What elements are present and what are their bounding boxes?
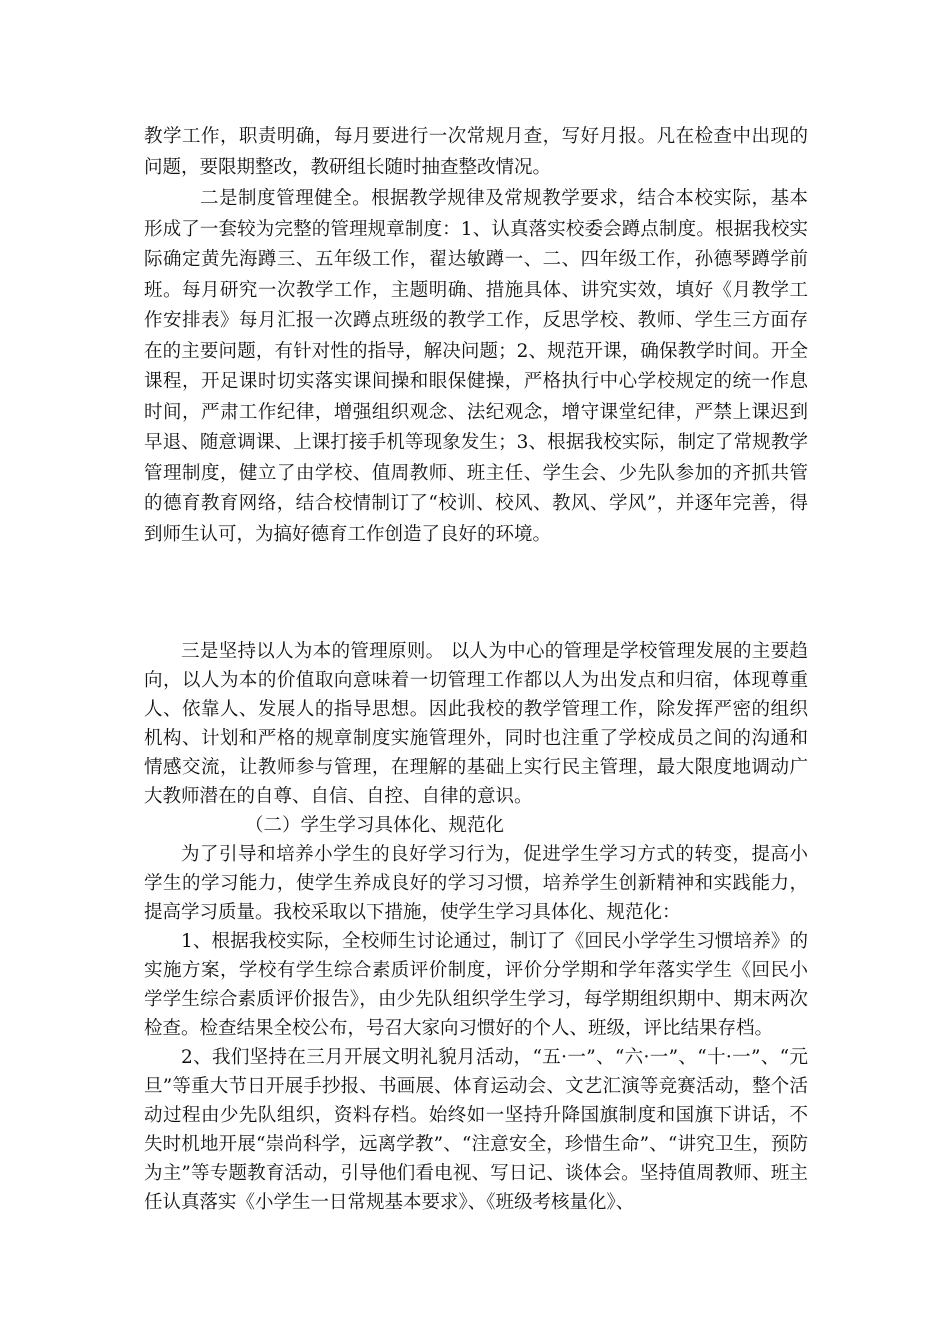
paragraph-system-management: 二是制度管理健全。根据教学规律及常规教学要求，结合本校实际，基本形成了一套较为完整的管理规章制度：1、认真落实校委会蹲点制度。根据我校实际确定黄先海蹲三、五年级工作，翟达敏蹲一、二、四年级工作，孙德琴蹲学前班。每月研究一次教学工作，主题明确、措施具体、讲究实效，填好《月教学工作安排表》每月汇报一次蹲点班级的教学工作，反思学校、教师、学生三方面存在的主要问题，有针对性的指导，解决问题；2、规范开课，确保教学时间。开全课程，开足课时切实落实课间操和眼保健操，严格执行中心学校规定的统一作息时间，严肃工作纪律，增强组织观念、法纪观念，增守课堂纪律，严禁上课迟到早退、随意调课、上课打接手机等现象发生；3、根据我校实际，制定了常规教学管理制度，健立了由学校、值周教师、班主任、学生会、少先队参加的齐抓共管的德育教育网络，结合校情制订了“校训、校风、教风、学风”，并逐年完善，得到师生认可，为搞好德育工作创造了良好的环境。 (144, 188, 808, 545)
paragraph-duty-inspection: 教学工作，职责明确，每月要进行一次常规月查，写好月报。凡在检查中出现的问题，要限期整改，教研组长随时抽查整改情况。 (144, 126, 808, 178)
section-heading: （二）学生学习具体化、规范化 (245, 815, 505, 836)
paragraph-people-oriented: 三是坚持以人为本的管理原则。 以人为中心的管理是学校管理发展的主要趋向，以人为本的价值取向意味着一切管理工作都以人为出发点和归宿，体现尊重人、依靠人、发展人的指导思想。因此我校的教学管理工作，除发挥严密的组织机构、计划和严格的规章制度实施管理外，同时也注重了学校成员之间的沟通和情感交流，让教师参与管理，在理解的基础上实行民主管理，最大限度地调动广大教师潜在的自尊、自信、自控、自律的意识。 (144, 641, 808, 807)
paragraph-item-2: 2、我们坚持在三月开展文明礼貌月活动，“五·一”、“六·一”、“十·一”、“元旦”等重大节日开展手抄报、书画展、体育运动会、文艺汇演等竞赛活动，整个活动过程由少先队组织，资料存档。始终如一坚持升降国旗制度和国旗下讲话，不失时机地开展“崇尚科学，远离学教”、“注意安全，珍惜生命”、“讲究卫生，预防为主”等专题教育活动，引导他们看电视、写日记、谈体会。坚持值周教师、班主任认真落实《小学生一日常规基本要求》、《班级考核量化》、 (144, 1047, 808, 1213)
paragraph-item-1: 1、根据我校实际，全校师生讨论通过，制订了《回民小学学生习惯培养》的实施方案，学校有学生综合素质评价制度，评价分学期和学年落实学生《回民小学学生综合素质评价报告》，由少先队组织学生学习，每学期组织期中、期末两次检查。检查结果全校公布，号召大家向习惯好的个人、班级，评比结果存档。 (144, 931, 808, 1039)
paragraph-student-learning-intro: 为了引导和培养小学生的良好学习行为，促进学生学习方式的转变，提高小学生的学习能力，使学生养成良好的学习习惯，培养学生创新精神和实践能力，提高学习质量。我校采取以下措施，使学生学习具体化、规范化： (144, 844, 808, 923)
